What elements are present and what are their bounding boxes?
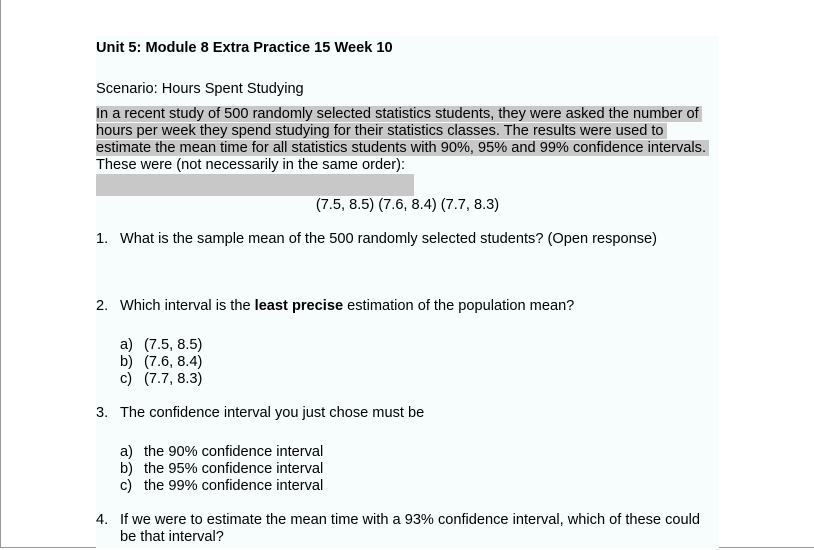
question-number: 4. [96,512,109,528]
question-number: 2. [96,298,109,314]
question-number: 3. [96,405,109,421]
question-text: If we were to estimate the mean time with a 93% confidence interval, which of these could be that interval? [120,512,700,545]
question-number: 1. [96,231,109,247]
scenario-heading: Scenario: Hours Spent Studying [96,81,304,97]
option-c: c) the 99% confidence interval [120,478,324,494]
question-text: Which interval is the least precise estimation of the population mean? [120,298,575,314]
option-a: a) the 90% confidence interval [120,444,324,460]
page-left-edge [0,0,1,548]
intro-line: These were (not necessarily in the same order): [96,157,406,173]
intro-line: estimate the mean time for all statistics students with 90%, 95% and 99% confidence intervals. [96,140,719,157]
emphasis-least-precise: least precise [254,298,344,314]
option-c: c) (7.7, 8.3) [120,371,203,387]
intro-paragraph[interactable] [96,106,719,174]
question-text: What is the sample mean of the 500 randomly selected students? (Open response) [120,231,658,247]
intervals-list: (7.5, 8.5) (7.6, 8.4) (7.7, 8.3) [315,197,500,213]
document-title: Unit 5: Module 8 Extra Practice 15 Week 10 [96,40,393,56]
question-text: The confidence interval you just chose must be [120,405,425,421]
option-a: a) (7.5, 8.5) [120,337,203,353]
intro-line: hours per week they spend studying for their statistics classes. The results were used to [96,123,719,140]
option-b: b) the 95% confidence interval [120,461,324,477]
selection-highlight-block [96,174,414,196]
intro-line: In a recent study of 500 randomly selected statistics students, they were asked the number of [96,106,719,123]
document-body [96,36,719,548]
option-b: b) (7.6, 8.4) [120,354,203,370]
